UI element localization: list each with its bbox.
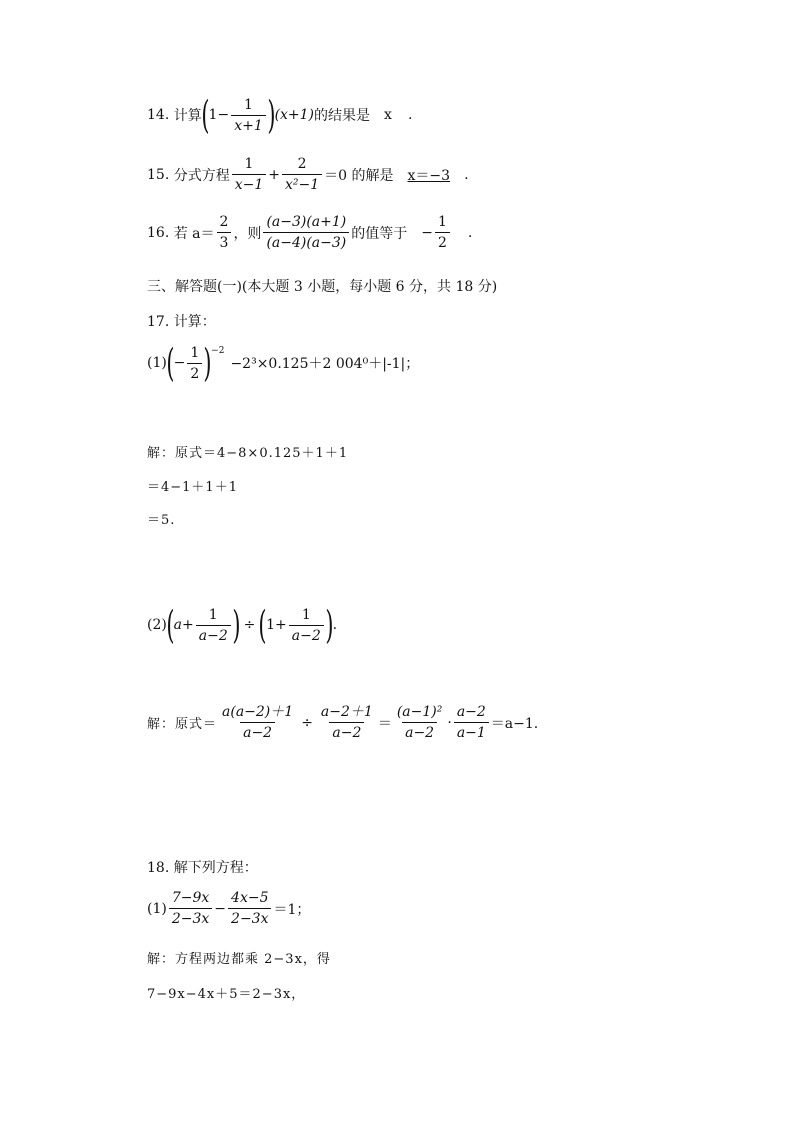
q18-p1-fraction-1: $\frac{7-9x}{2-3x}$ (169, 890, 212, 927)
q14-fraction: $\frac{1}{x+1}$ (231, 97, 266, 134)
q17-s2-fraction-1: $\frac{a(a-2)+1}{a-2}$ (222, 704, 294, 741)
q16-answer: $\frac{1}{2}$ (435, 214, 450, 251)
q14-number: 14. (147, 107, 170, 123)
q15-fraction-2: $\frac{2}{\text{x²−1}}$ (282, 156, 322, 193)
q17-s2-fraction-2: $\frac{a-2+1}{a-2}$ (320, 704, 373, 741)
q14-one: 1− (208, 107, 230, 123)
q17-s2-fraction-4: $\frac{a-2}{a-1}$ (454, 704, 489, 741)
question-14: 14. 计算 ( 1− $\frac{1}{x+1}$ ) (x+1) 的结果是 x . (147, 93, 413, 137)
q16-expression-fraction: $\frac{(a-3)(a+1)}{(a-4)(a-3)}$ (263, 214, 349, 251)
q16-a-fraction: $\frac{2}{3}$ (217, 214, 232, 251)
q14-text: 计算 (173, 108, 202, 124)
q18-p1-fraction-2: $\frac{4x-5}{2-3x}$ (228, 890, 271, 927)
q17-s2-fraction-3: $\frac{\text{(a−1)²}}{a-2}$ (396, 704, 443, 741)
q17-title: 17. 计算： (147, 314, 216, 330)
q17-solution-1-line-2: ＝4−1＋1＋1 (147, 480, 238, 495)
q17-solution-1-line-3: ＝5. (147, 513, 176, 528)
q17-solution-1-line-1: 解：原式＝4−8×0.125＋1＋1 (147, 446, 349, 461)
q17-p2-fraction-2: $\frac{1}{a-2}$ (289, 607, 324, 644)
q15-answer: x＝−3 (407, 167, 451, 184)
q17-part-1: (1) ( − $\frac{1}{2}$ ) $^{-2}$ −2³×0.125＋2 004⁰＋|-1|； (147, 341, 420, 385)
q15-fraction-1: $\frac{1}{x-1}$ (232, 156, 267, 193)
q14-mult: (x+1) (274, 107, 315, 123)
q14-tail: 的结果是 (314, 108, 371, 124)
question-16: 16. 若 a＝ $\frac{2}{3}$ ，则 $\frac{(a-3)(a+1)}{(a-4)(a-3)}$ 的值等于 − $\frac{1}{2}$ . (147, 214, 473, 251)
q17-p2-fraction-1: $\frac{1}{a-2}$ (196, 607, 231, 644)
q18-title: 18. 解下列方程： (147, 860, 258, 876)
q14-answer: x (384, 107, 392, 123)
q15-number: 15. (147, 166, 170, 183)
section-3-heading: 三、解答题(一)(本大题 3 小题，每小题 6 分，共 18 分) (147, 279, 498, 295)
question-15: 15. 分式方程 $\frac{1}{x-1}$ + $\frac{2}{\text{x²−1}}$ ＝0 的解是 x＝−3 . (147, 156, 469, 193)
q18-solution-line-2: 7−9x−4x＋5＝2−3x， (147, 987, 306, 1002)
q17-p1-fraction: $\frac{1}{2}$ (187, 345, 202, 382)
q18-solution-line-1: 解：方程两边都乘 2−3x，得 (147, 952, 331, 967)
q18-part-1: (1) $\frac{7-9x}{2-3x}$ − $\frac{4x-5}{2-3x}$ ＝1； (147, 890, 311, 927)
q15-text: 分式方程 (173, 167, 230, 184)
q17-part-2: (2) ( a + $\frac{1}{a-2}$ ) ÷ ( 1+ $\frac{1}{a-2}$ ) . (147, 603, 338, 647)
q16-number: 16. (147, 224, 170, 241)
q17-solution-2: 解：原式＝ $\frac{a(a-2)+1}{a-2}$ ÷ $\frac{a-2+1}{a-2}$ ＝ $\frac{\text{(a−1)²}}{a-2}$ · $\frac{a-2}{a-1}$ ＝a−1. (147, 704, 539, 741)
